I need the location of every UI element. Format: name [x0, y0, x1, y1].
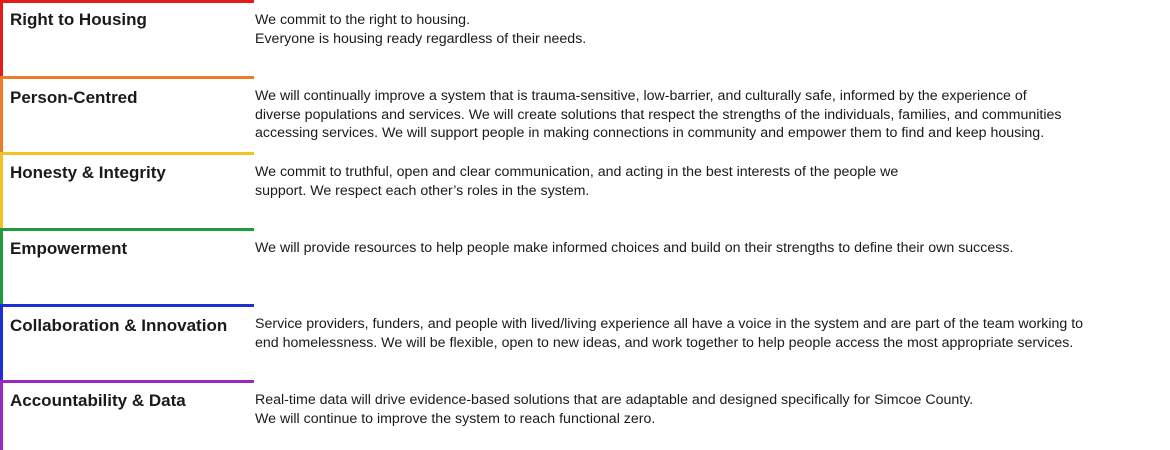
description-line: accessing services. We will support people in making connections in community and empower them to find and keep housing. [255, 125, 1045, 141]
description-line: We commit to truthful, open and clear communication, and acting in the best interests of the people we [255, 164, 899, 180]
value-row-honesty-integrity [0, 152, 1170, 228]
description-line: We will continually improve a system that is trauma-sensitive, low-barrier, and culturally safe, informed by the experience of [255, 88, 1027, 104]
value-title: Collaboration & Innovation [10, 316, 228, 335]
description-line: Real-time data will drive evidence-based solutions that are adaptable and designed specifically for Simcoe County. [255, 392, 974, 408]
description-line: We commit to the right to housing. [255, 12, 471, 28]
accent-bar [0, 380, 3, 450]
value-description [255, 11, 1165, 48]
description-line: We will continue to improve the system to reach functional zero. [255, 410, 656, 427]
description-line: end homelessness. We will be flexible, open to new ideas, and work together to help people access the most appropriate services. [255, 334, 1074, 351]
description-line: Service providers, funders, and people with lived/living experience all have a voice in the system and are part of the team working to [255, 316, 1084, 332]
accent-bar [0, 76, 3, 152]
accent-rule [0, 0, 254, 3]
accent-bar [0, 0, 3, 76]
value-description [255, 163, 1165, 200]
value-row-collaboration-innovation [0, 304, 1170, 380]
value-row-empowerment [0, 228, 1170, 304]
description-line: diverse populations and services. We will create solutions that respect the strengths of the individuals, families, and communities [255, 106, 1062, 123]
value-title: Right to Housing [10, 10, 147, 29]
value-row-accountability-data [0, 380, 1170, 450]
accent-rule [0, 152, 254, 155]
value-title: Empowerment [10, 239, 128, 258]
accent-rule [0, 76, 254, 79]
value-description [255, 315, 1165, 352]
value-row-right-to-housing [0, 0, 1170, 76]
accent-bar [0, 304, 3, 380]
value-title: Person-Centred [10, 88, 138, 107]
accent-rule [0, 304, 254, 307]
value-description [255, 87, 1165, 143]
value-row-person-centred [0, 76, 1170, 152]
accent-rule [0, 380, 254, 383]
description-line: We will provide resources to help people make informed choices and build on their strengths to define their own success. [255, 240, 1014, 256]
accent-bar [0, 152, 3, 228]
description-line: Everyone is housing ready regardless of their needs. [255, 30, 587, 47]
value-title: Honesty & Integrity [10, 163, 166, 182]
value-description [255, 239, 1165, 258]
value-description [255, 391, 1165, 428]
value-title: Accountability & Data [10, 391, 186, 410]
accent-rule [0, 228, 254, 231]
accent-bar [0, 228, 3, 304]
description-line: support. We respect each other’s roles in the system. [255, 182, 590, 199]
